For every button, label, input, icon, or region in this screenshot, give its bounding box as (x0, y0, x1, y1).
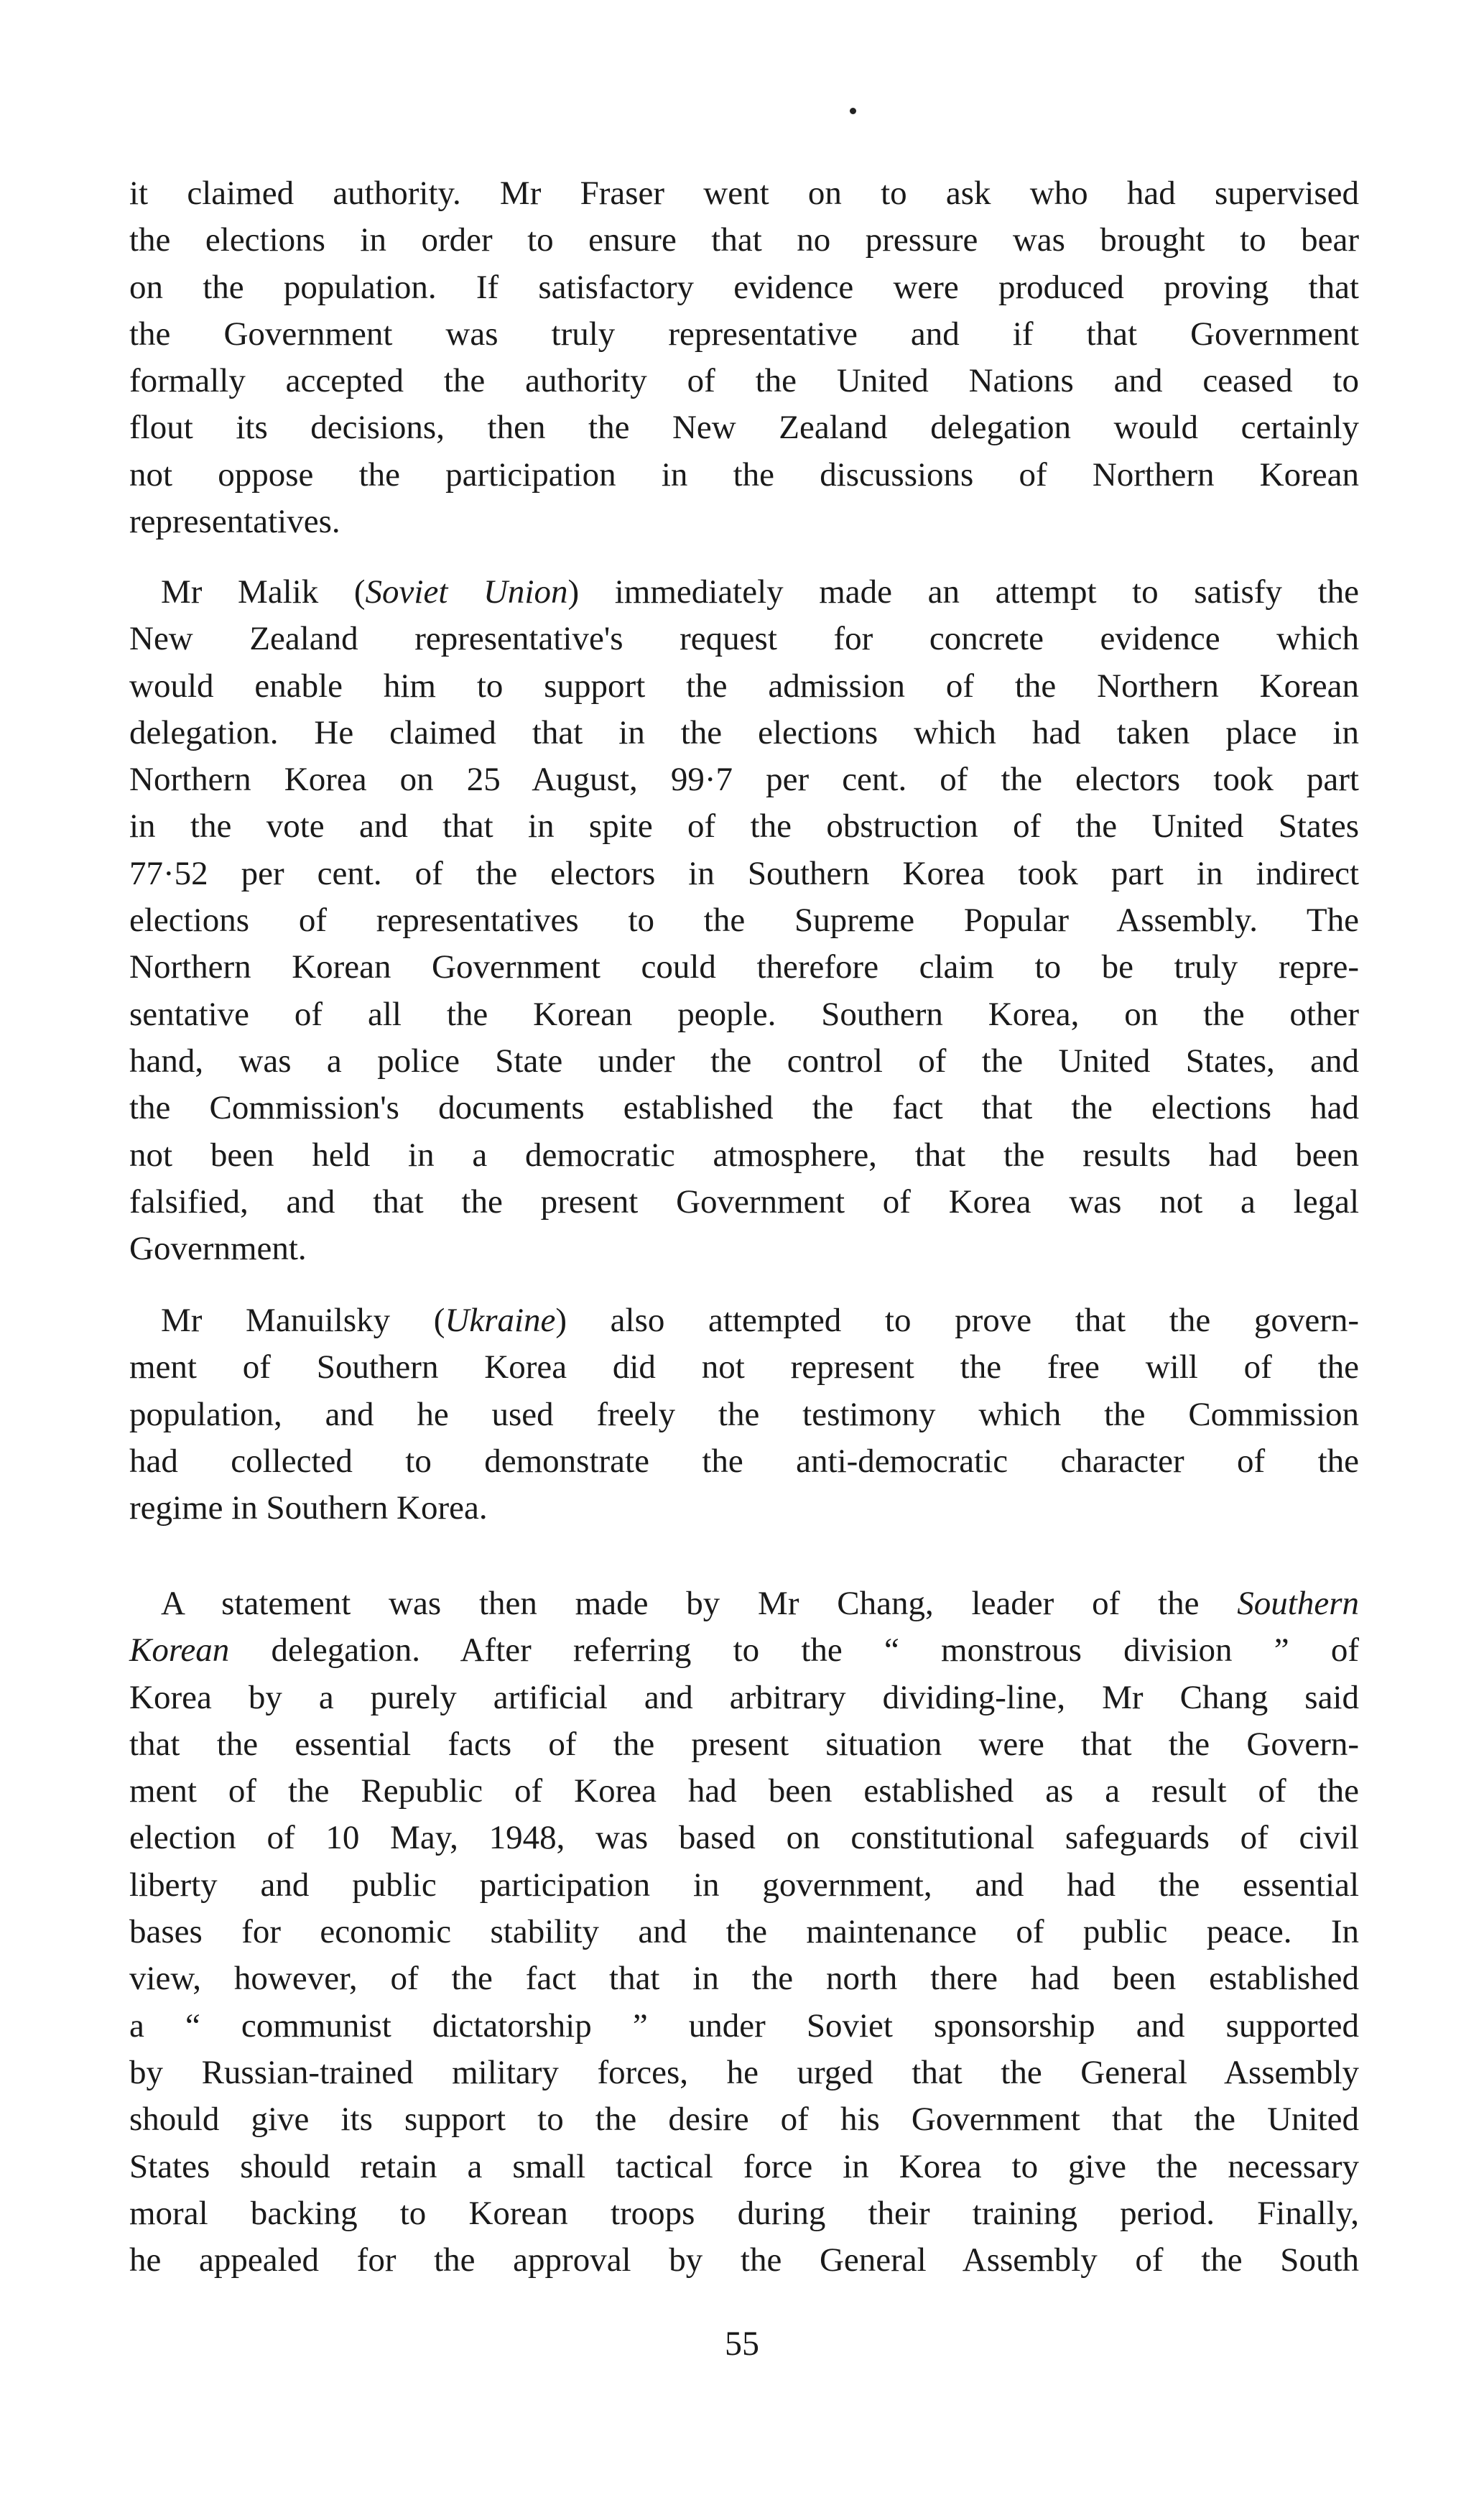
paragraph-fraser (129, 170, 1359, 545)
text-line (129, 358, 1359, 404)
text-run: Northern Korea on 25 August, 99·7 per cent. of the electors took part (129, 761, 1359, 799)
text-run: delegation. After referring to the “ monstrous division ” of (229, 1631, 1359, 1670)
text-run: formally accepted the authority of the United Nations and ceased to (129, 362, 1359, 400)
text-run: delegation. He claimed that in the elections which had taken place in (129, 713, 1359, 751)
text-run: in the vote and that in spite of the obstruction of the United States (129, 807, 1359, 846)
text-line (129, 2190, 1359, 2237)
text-run: he appealed for the approval by the General Assembly of the South (129, 2241, 1359, 2279)
text-line (129, 756, 1359, 803)
text-run: a “ communist dictatorship ” under Soviet sponsorship and supported (129, 2006, 1359, 2045)
text-line (129, 944, 1359, 991)
text-run: Mr Manuilsky ( (161, 1302, 445, 1339)
text-line (129, 2003, 1359, 2050)
text-run: ) immediately made an attempt to satisfy the (567, 573, 1359, 611)
text-line (129, 1768, 1359, 1815)
text-run: Korea by a purely artificial and arbitrary dividing-line, Mr Chang said (129, 1678, 1359, 1716)
text-line (129, 1675, 1359, 1721)
text-run: flout its decisions, then the New Zealand delegation would certainly (129, 409, 1359, 447)
text-run: ment of Southern Korea did not represent the free will of the (129, 1348, 1359, 1386)
text-line (129, 1132, 1359, 1179)
text-run: Mr Malik ( (161, 573, 366, 611)
text-run: ) also attempted to prove that the govern- (555, 1302, 1360, 1339)
text-run: not oppose the participation in the discussions of Northern Korean (129, 455, 1359, 494)
text-run: hand, was a police State under the control of the United States, and (129, 1042, 1359, 1080)
text-run: moral backing to Korean troops during their training period. Finally, (129, 2194, 1359, 2232)
text-line (129, 991, 1359, 1038)
text-run: regime in Southern Korea. (129, 1489, 488, 1527)
text-run: elections of representatives to the Supreme Popular Assembly. The (129, 902, 1359, 940)
paragraph-malik (129, 569, 1359, 1272)
text-run: the elections in order to ensure that no pressure was brought to bear (129, 221, 1359, 259)
italic-text: Korean (129, 1631, 230, 1670)
text-line (129, 616, 1359, 662)
text-line (129, 264, 1359, 311)
paragraph-chang (129, 1580, 1359, 2284)
text-run: Government. (129, 1230, 307, 1268)
text-line (129, 1038, 1359, 1085)
text-run: on the population. If satisfactory evidence were produced proving that (129, 268, 1359, 306)
italic-text: Southern (1237, 1585, 1359, 1622)
text-run: bases for economic stability and the maintenance of public peace. In (129, 1913, 1359, 1951)
text-run: the Commission's documents established the fact that the elections had (129, 1089, 1359, 1127)
paragraph-manuilsky (129, 1297, 1359, 1532)
text-run: should give its support to the desire of his Government that the United (129, 2101, 1359, 2139)
text-line (129, 1392, 1359, 1438)
text-run: it claimed authority. Mr Fraser went on to ask who had supervised (129, 175, 1359, 212)
text-line (129, 1438, 1359, 1485)
text-line (129, 1815, 1359, 1861)
text-line (129, 170, 1359, 217)
text-line (129, 663, 1359, 710)
italic-text: Soviet Union (365, 573, 568, 611)
text-run: that the essential facts of the present situation were that the Govern- (129, 1725, 1359, 1763)
text-run: falsified, and that the present Government of Korea was not a legal (129, 1182, 1359, 1221)
text-line (129, 2096, 1359, 2143)
text-line (129, 2050, 1359, 2096)
text-line (129, 1627, 1359, 1674)
page-number: 55 (725, 2325, 759, 2363)
text-line (129, 710, 1359, 756)
text-run: view, however, of the fact that in the north there had been established (129, 1960, 1359, 1998)
text-line (129, 1721, 1359, 1768)
text-run: sentative of all the Korean people. Southern Korea, on the other (129, 995, 1359, 1033)
text-line (129, 2144, 1359, 2190)
text-line (129, 569, 1359, 616)
text-line (129, 1226, 1359, 1272)
text-line (129, 1179, 1359, 1226)
text-line (129, 1909, 1359, 1955)
text-line (129, 1862, 1359, 1909)
text-run: representatives. (129, 503, 340, 541)
text-line (129, 217, 1359, 264)
text-run: had collected to demonstrate the anti-democratic character of the (129, 1442, 1359, 1480)
text-run: Northern Korean Government could therefore claim to be truly repre- (129, 948, 1359, 986)
text-line (129, 1297, 1359, 1344)
text-line (129, 499, 1359, 545)
text-line (129, 1085, 1359, 1131)
text-run: ment of the Republic of Korea had been established as a result of the (129, 1772, 1359, 1810)
text-line (129, 1485, 1359, 1532)
text-line (129, 1344, 1359, 1391)
text-run: New Zealand representative's request for concrete evidence which (129, 620, 1359, 658)
text-line (129, 404, 1359, 451)
text-run: not been held in a democratic atmosphere, that the results had been (129, 1136, 1359, 1174)
text-run: by Russian-trained military forces, he urged that the General Assembly (129, 2053, 1359, 2091)
text-line (129, 803, 1359, 850)
text-line (129, 851, 1359, 897)
print-mark (850, 108, 856, 114)
text-run: population, and he used freely the testimony which the Commission (129, 1395, 1359, 1433)
text-line (129, 897, 1359, 944)
text-line (129, 2237, 1359, 2284)
text-line (129, 311, 1359, 358)
text-run: the Government was truly representative and if that Government (129, 315, 1359, 353)
text-run: States should retain a small tactical force in Korea to give the necessary (129, 2147, 1359, 2185)
text-run: election of 10 May, 1948, was based on constitutional safeguards of civil (129, 1819, 1359, 1857)
text-line (129, 452, 1359, 499)
text-run: A statement was then made by Mr Chang, leader of the (161, 1585, 1238, 1622)
italic-text: Ukraine (445, 1302, 556, 1339)
text-run: 77·52 per cent. of the electors in Southern Korea took part in indirect (129, 854, 1359, 892)
text-line (129, 1955, 1359, 2002)
text-run: liberty and public participation in government, and had the essential (129, 1866, 1359, 1904)
text-run: would enable him to support the admission of the Northern Korean (129, 667, 1359, 705)
text-line (129, 1580, 1359, 1627)
